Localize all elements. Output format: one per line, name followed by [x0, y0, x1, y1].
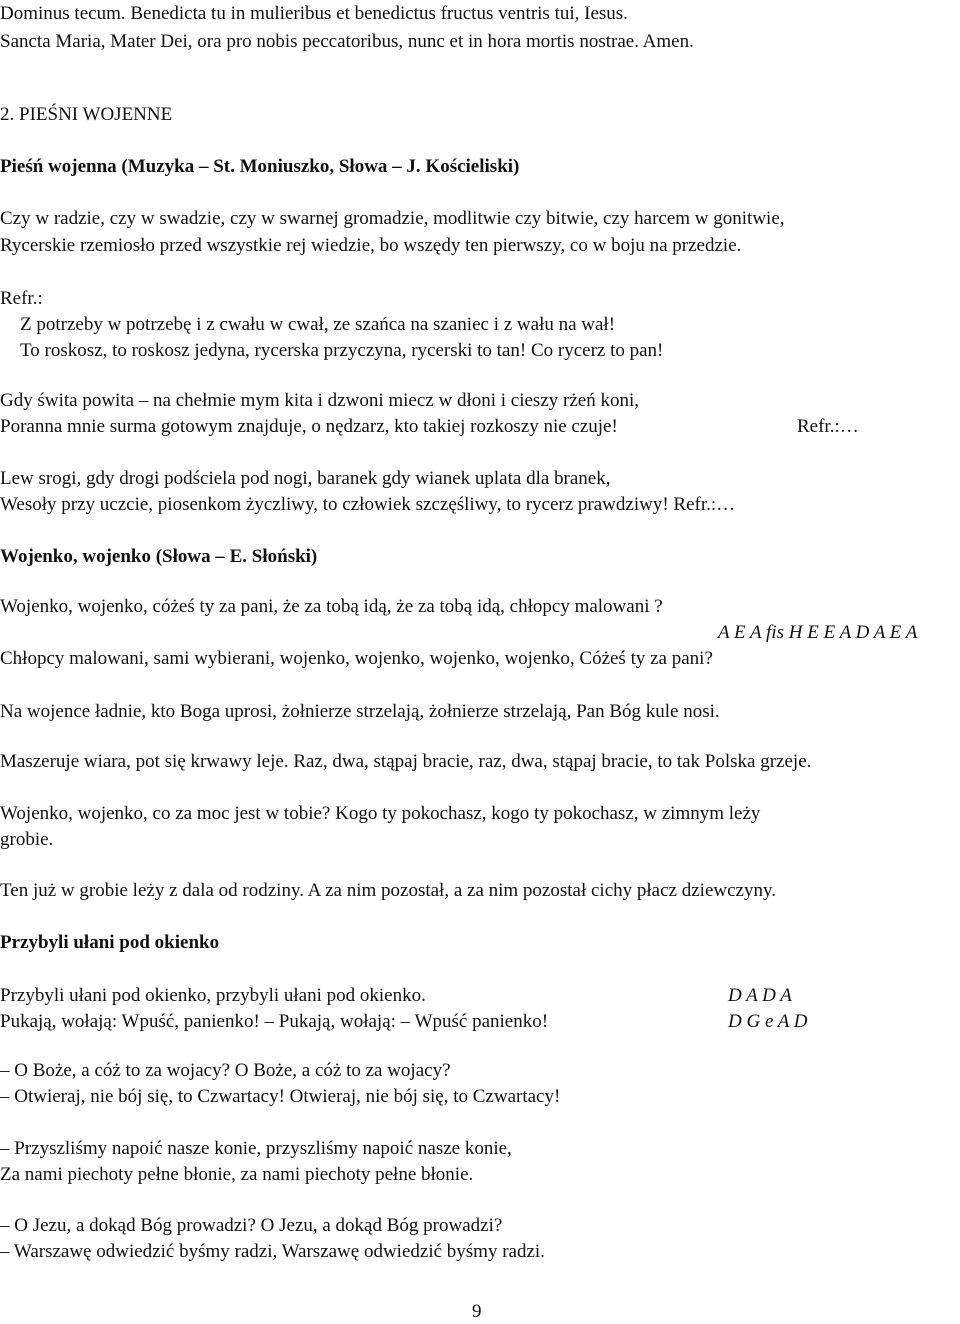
song3-verse3-line1: – Przyszliśmy napoić nasze konie, przyszliśmy napoić nasze konie, [0, 1138, 512, 1159]
song1-verse2-refrain: Refr.:… [797, 416, 859, 437]
song3-chords-2: D G e A D [728, 1011, 808, 1032]
song2-verse4-line2: grobie. [0, 829, 54, 850]
section-heading: 2. PIEŚNI WOJENNE [0, 104, 173, 125]
song2-verse2: Na wojence ładnie, kto Boga uprosi, żołnierze strzelają, żołnierze strzelają, Pan Bóg kule nosi. [0, 701, 720, 722]
song3-title: Przybyli ułani pod okienko [0, 932, 220, 953]
song2-title: Wojenko, wojenko (Słowa – E. Słoński) [0, 546, 318, 567]
song1-refrain-line2: To roskosz, to roskosz jedyna, rycerska przyczyna, rycerski to tan! Co rycerz to pan! [20, 340, 664, 361]
song1-verse1-line1: Czy w radzie, czy w swadzie, czy w swarnej gromadzie, modlitwie czy bitwie, czy harcem w gonitwie, [0, 208, 785, 229]
song1-verse1-line2: Rycerskie rzemiosło przed wszystkie rej wiedzie, bo wszędy ten pierwszy, co w boju na przedzie. [0, 235, 742, 256]
song2-chords: A E A fis H E E A D A E A [718, 622, 918, 643]
song1-title: Pieśń wojenna (Muzyka – St. Moniuszko, Słowa – J. Kościeliski) [0, 156, 520, 177]
song1-refrain-label: Refr.: [0, 288, 43, 309]
intro-line-1: Dominus tecum. Benedicta tu in mulieribus et benedictus fructus ventris tui, Iesus. [0, 3, 628, 24]
song3-chords-1: D A D A [728, 985, 792, 1006]
song1-verse2-line1: Gdy świta powita – na chełmie mym kita i dzwoni miecz w dłoni i cieszy rżeń koni, [0, 390, 639, 411]
song3-verse2-line1: – O Boże, a cóż to za wojacy? O Boże, a cóż to za wojacy? [0, 1060, 451, 1081]
song3-verse4-line2: – Warszawę odwiedzić byśmy radzi, Warszawę odwiedzić byśmy radzi. [0, 1241, 545, 1262]
song3-verse1-line2: Pukają, wołają: Wpuść, panienko! – Pukają, wołają: – Wpuść panienko! [0, 1011, 549, 1032]
song3-verse4-line1: – O Jezu, a dokąd Bóg prowadzi? O Jezu, a dokąd Bóg prowadzi? [0, 1215, 503, 1236]
song2-verse1-line2: Chłopcy malowani, sami wybierani, wojenko, wojenko, wojenko, wojenko, Cóżeś ty za pani? [0, 648, 713, 669]
intro-line-2: Sancta Maria, Mater Dei, ora pro nobis peccatoribus, nunc et in hora mortis nostrae. Amen. [0, 31, 694, 52]
song1-verse3-line2: Wesoły przy uczcie, piosenkom życzliwy, to człowiek szczęśliwy, to rycerz prawdziwy! Refr.:… [0, 494, 736, 515]
song2-verse5: Ten już w grobie leży z dala od rodziny. A za nim pozostał, a za nim pozostał cichy płacz dziewczyny. [0, 880, 776, 901]
song1-refrain-line1: Z potrzeby w potrzebę i z cwału w cwał, ze szańca na szaniec i z wału na wał! [20, 314, 616, 335]
song3-verse2-line2: – Otwieraj, nie bój się, to Czwartacy! Otwieraj, nie bój się, to Czwartacy! [0, 1086, 561, 1107]
page-number: 9 [472, 1301, 482, 1322]
song2-verse1-line1: Wojenko, wojenko, cóżeś ty za pani, że za tobą idą, że za tobą idą, chłopcy malowani ? [0, 596, 663, 617]
song2-verse4-line1: Wojenko, wojenko, co za moc jest w tobie? Kogo ty pokochasz, kogo ty pokochasz, w zimnym leży [0, 803, 761, 824]
song3-verse3-line2: Za nami piechoty pełne błonie, za nami piechoty pełne błonie. [0, 1164, 474, 1185]
song1-verse3-line1: Lew srogi, gdy drogi podściela pod nogi, baranek gdy wianek uplata dla branek, [0, 468, 611, 489]
song2-verse3: Maszeruje wiara, pot się krwawy leje. Raz, dwa, stąpaj bracie, raz, dwa, stąpaj bracie, to tak Polska grzeje. [0, 751, 812, 772]
song1-verse2-line2: Poranna mnie surma gotowym znajduje, o nędzarz, kto takiej rozkoszy nie czuje! [0, 416, 618, 437]
song3-verse1-line1: Przybyli ułani pod okienko, przybyli ułani pod okienko. [0, 985, 426, 1006]
